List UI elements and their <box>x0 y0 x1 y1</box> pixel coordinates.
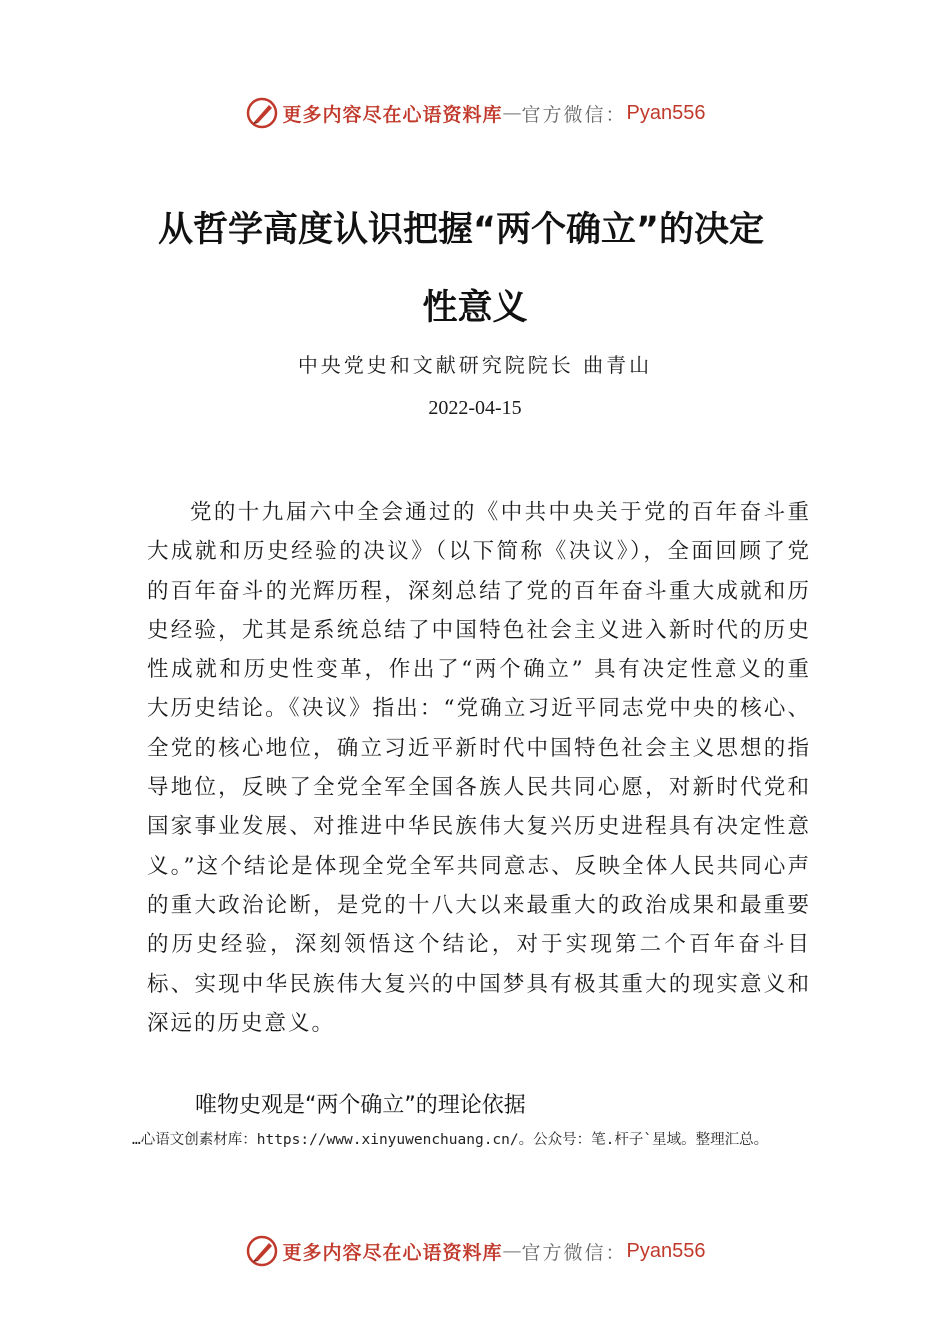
article-title-line1: 从哲学高度认识把握“两个确立”的决定 <box>158 210 765 250</box>
section-heading: 唯物史观是“两个确立”的理论依据 <box>195 1093 526 1118</box>
watermark-label: 官方微信： <box>521 1241 627 1264</box>
watermark-label: 官方微信： <box>521 103 627 126</box>
watermark-main-text: 更多内容尽在心语资料库 <box>282 103 503 126</box>
article-paragraph: 党的十九届六中全会通过的《中共中央关于党的百年奋斗重大成就和历史经验的决议》（以下简称《决议》），全面回顾了党的百年奋斗的光辉历程，深刻总结了党的百年奋斗重大成就和历史经验，尤其是系统总结了中国特色社会主义进入新时代的历史性成就和历史性变革，作出了“两个确立” 具有决定性意义的重大历史结论。《决议》指出：“党确立习近平同志党中央的核心、全党的核心地位，确立习近平新时代中国特色社会主义思想的指导地位，反映了全党全军全国各族人民共同心愿，对新时代党和国家事业发展、对推进中华民族伟大复兴历史进程具有决定性意义。”这个结论是体现全党全军共同意志、反映全体人民共同心声的重大政治论断，是党的十八大以来最重大的政治成果和最重要的历史经验，深刻领悟这个结论，对于实现第二个百年奋斗目标、实现中华民族伟大复兴的中国梦具有极其重大的现实意义和深远的历史意义。 <box>147 500 811 1036</box>
header-watermark <box>0 96 950 130</box>
watermark-dash: — <box>502 102 522 124</box>
article-date: 2022-04-15 <box>428 397 522 419</box>
pen-logo-icon <box>245 1234 279 1268</box>
article-author: 中央党史和文献研究院院长 曲青山 <box>297 353 653 377</box>
article-title-line2: 性意义 <box>422 288 528 328</box>
watermark-wechat-id: Pyan556 <box>626 101 706 124</box>
footer-watermark <box>0 1234 950 1268</box>
watermark-wechat-id: Pyan556 <box>626 1239 706 1262</box>
pen-logo-icon <box>245 96 279 130</box>
watermark-main-text: 更多内容尽在心语资料库 <box>282 1241 503 1264</box>
source-note: …心语文创素材库：https://www.xinyuwenchuang.cn/。公众号：笔.杆子`星域。整理汇总。 <box>132 1132 769 1148</box>
watermark-dash: — <box>502 1240 522 1262</box>
